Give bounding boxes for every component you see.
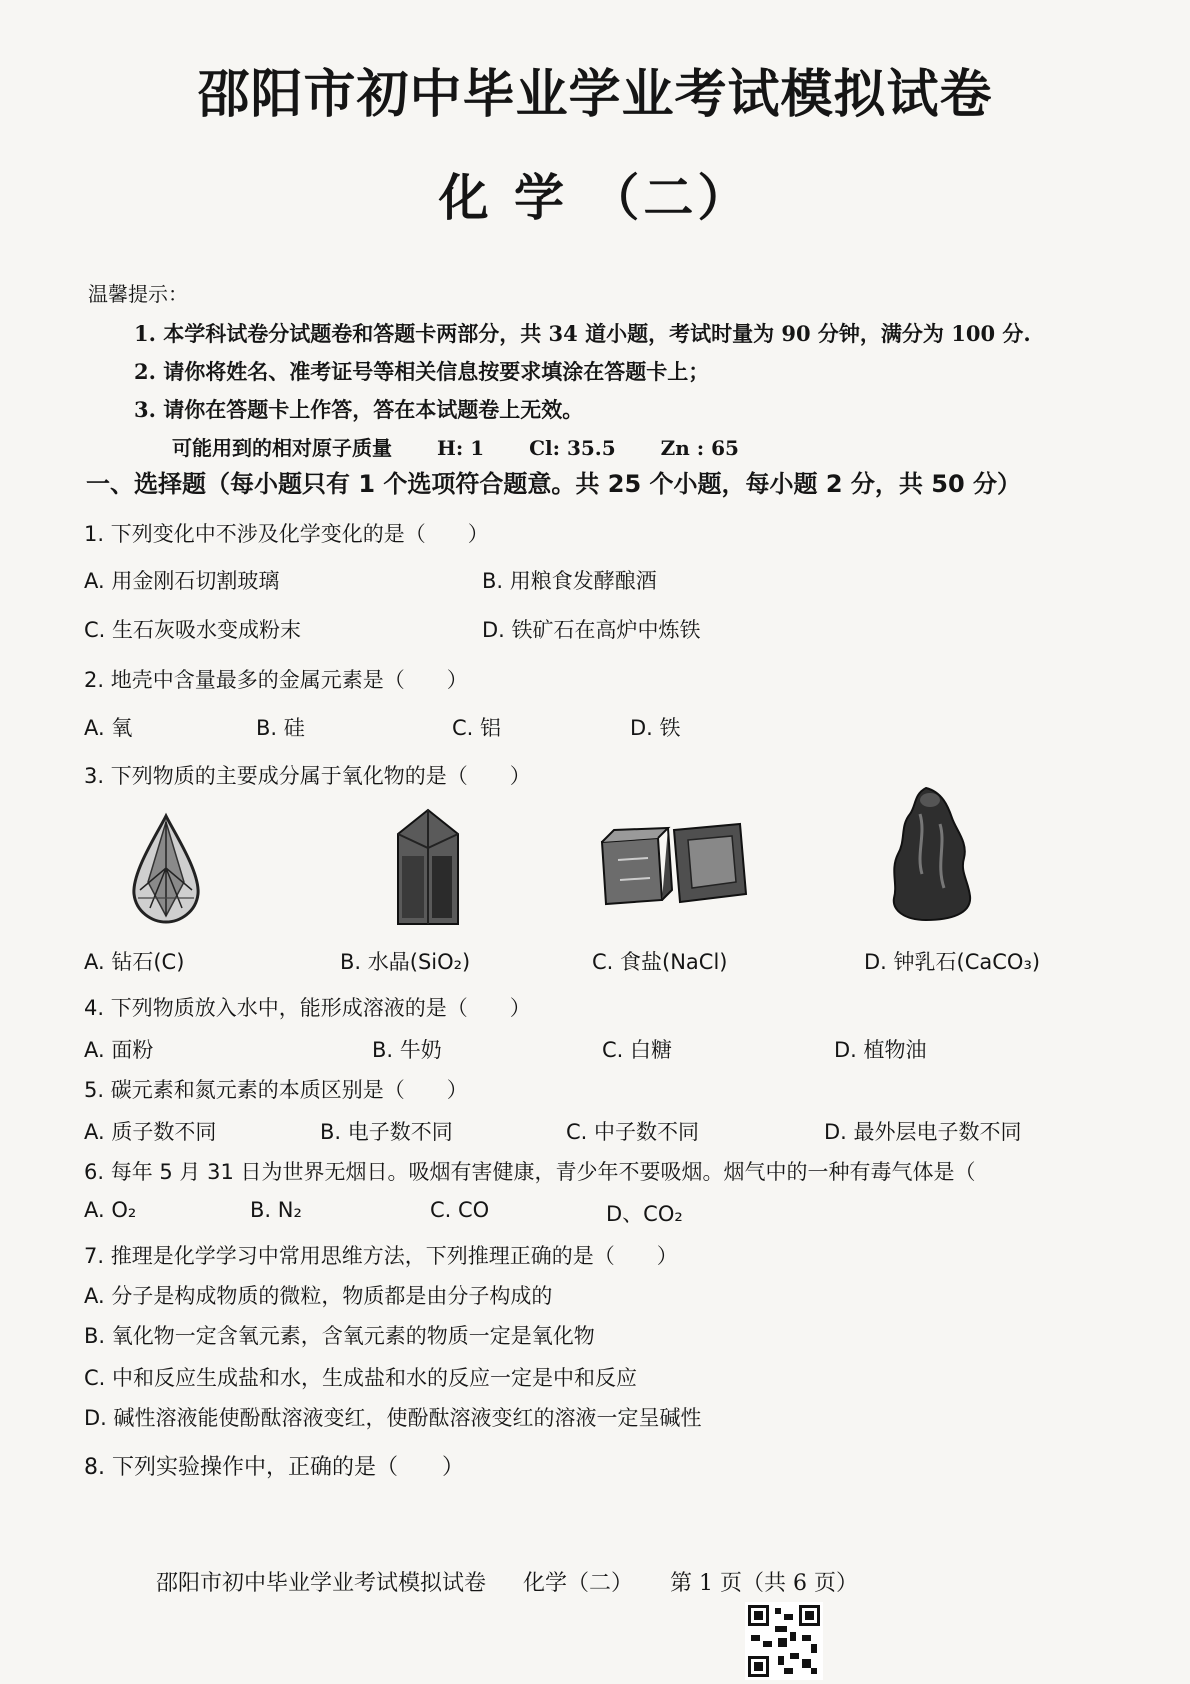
question-2-stem: 2. 地壳中含量最多的金属元素是（ ） [84,668,468,692]
qr-code-icon [745,1602,823,1680]
question-8-stem: 8. 下列实验操作中，正确的是（ ） [84,1455,464,1480]
crystal-image [392,808,464,928]
question-1-option-d: D. 铁矿石在高炉中炼铁 [482,618,701,642]
question-2-option-a: A. 氧 [84,716,133,740]
question-6-option-a: A. O₂ [84,1198,137,1222]
mass-h: H: 1 [436,436,485,460]
exam-title: 邵阳市初中毕业学业考试模拟试卷 [197,65,993,125]
question-3-stem: 3. 下列物质的主要成分属于氧化物的是（ ） [84,764,531,788]
question-7-stem: 7. 推理是化学学习中常用思维方法，下列推理正确的是（ ） [84,1244,678,1268]
question-1-option-c: C. 生石灰吸水变成粉末 [84,618,302,642]
tip-2: 2. 请你将姓名、准考证号等相关信息按要求填涂在答题卡上； [134,359,710,384]
question-3-option-c: C. 食盐(NaCl) [592,950,728,974]
mass-cl: Cl: 35.5 [529,436,616,460]
question-3-option-b: B. 水晶(SiO₂) [340,950,471,974]
question-6-option-c: C. CO [430,1198,490,1222]
tip-3: 3. 请你在答题卡上作答，答在本试题卷上无效。 [134,397,584,422]
tips-heading: 温馨提示： [88,282,188,306]
question-7-option-a: A. 分子是构成物质的微粒，物质都是由分子构成的 [84,1284,553,1308]
question-5-option-d: D. 最外层电子数不同 [824,1120,1022,1144]
question-5-option-a: A. 质子数不同 [84,1120,217,1144]
question-1-option-b: B. 用粮食发酵酿酒 [482,569,657,593]
question-1-option-a: A. 用金刚石切割玻璃 [84,569,280,593]
tip-1: 1. 本学科试卷分试题卷和答题卡两部分，共 34 道小题，考试时量为 90 分钟，满分为 100 分. [134,321,1031,346]
question-2-option-c: C. 铝 [452,716,502,740]
question-6-stem: 6. 每年 5 月 31 日为世界无烟日。吸烟有害健康，青少年不要吸烟。烟气中的一种有毒气体是（ [84,1160,976,1184]
footer-exam: 邵阳市初中毕业学业考试模拟试卷 [156,1571,487,1596]
question-5-stem: 5. 碳元素和氮元素的本质区别是（ ） [84,1078,468,1102]
subject-title: 化 学 （二） [438,169,752,227]
question-7-option-b: B. 氧化物一定含氧元素，含氧元素的物质一定是氧化物 [84,1324,595,1348]
atomic-mass-label: 可能用到的相对原子质量 [172,436,392,460]
question-4-option-d: D. 植物油 [834,1038,927,1062]
salt-image [598,820,750,906]
footer-subject: 化学（二） [523,1571,634,1596]
question-2-option-d: D. 铁 [630,716,681,740]
question-4-option-b: B. 牛奶 [372,1038,442,1062]
mass-zn: Zn : 65 [660,436,739,460]
question-2-option-b: B. 硅 [256,716,305,740]
question-4-stem: 4. 下列物质放入水中，能形成溶液的是（ ） [84,996,531,1020]
atomic-mass-line [172,432,777,461]
question-3-option-a: A. 钻石(C) [84,950,185,974]
section-title: 一、选择题（每小题只有 1 个选项符合题意。共 25 个小题，每小题 2 分，共 50 分） [86,470,1022,498]
question-5-option-b: B. 电子数不同 [320,1120,453,1144]
question-6-option-b: B. N₂ [250,1198,302,1222]
question-4-option-a: A. 面粉 [84,1038,154,1062]
question-4-option-c: C. 白糖 [602,1038,673,1062]
question-7-option-c: C. 中和反应生成盐和水，生成盐和水的反应一定是中和反应 [84,1366,638,1390]
question-7-option-d: D. 碱性溶液能使酚酞溶液变红，使酚酞溶液变红的溶液一定呈碱性 [84,1406,702,1430]
question-6-option-d: D、CO₂ [606,1202,683,1226]
question-5-option-c: C. 中子数不同 [566,1120,700,1144]
diamond-image [128,812,204,924]
question-1-stem: 1. 下列变化中不涉及化学变化的是（ ） [84,522,489,546]
stalactite-image [886,784,978,924]
footer-page-number: 第 1 页（共 6 页） [670,1571,858,1596]
page-footer [156,1566,888,1597]
question-3-option-d: D. 钟乳石(CaCO₃) [864,950,1041,974]
